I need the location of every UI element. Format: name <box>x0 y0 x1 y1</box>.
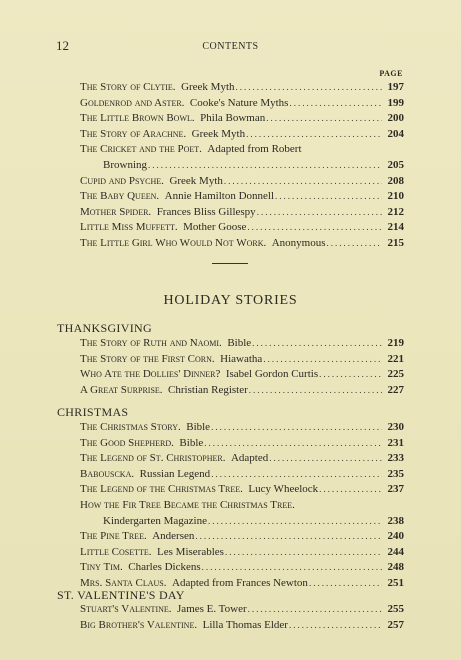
toc-entry <box>80 336 404 352</box>
toc-entry <box>80 352 404 368</box>
section-divider <box>212 263 248 264</box>
toc-entry <box>80 96 404 112</box>
entry-source: Isabel Gordon Curtis <box>220 368 319 381</box>
entry-page-number: 233 <box>387 452 404 465</box>
toc-entry <box>80 236 404 252</box>
dot-leader <box>235 80 382 96</box>
entry-title: Babouscka. <box>80 467 135 480</box>
entry-page-number: 255 <box>387 603 404 615</box>
entry-title: The Legend of St. Christopher. <box>80 452 226 465</box>
toc-entry <box>80 618 404 634</box>
entry-title: The Little Brown Bowl. <box>80 112 195 125</box>
group-heading-valentine: ST. VALENTINE'S DAY <box>57 588 185 602</box>
dot-leader <box>256 205 382 221</box>
entry-title: How the Fir Tree Became the Christmas Tree. <box>80 498 295 511</box>
running-title: CONTENTS <box>202 41 259 52</box>
dot-leader <box>224 545 382 561</box>
entry-title: The Story of Clytie. <box>80 81 176 93</box>
entry-page-number: 231 <box>387 436 404 449</box>
entry-source: Lucy Wheelock <box>242 483 319 496</box>
group-heading-christmas: CHRISTMAS <box>57 405 129 419</box>
dot-leader <box>210 420 382 436</box>
entry-source: Annie Hamilton Donnell <box>159 190 275 203</box>
entry-source: Greek Myth <box>186 127 246 140</box>
toc-entry <box>80 220 404 236</box>
entry-source: Bible <box>221 337 252 349</box>
entry-title: Who Ate the Dollies' Dinner? <box>80 368 221 381</box>
dot-leader <box>248 383 382 399</box>
entry-source: Bible <box>173 436 204 449</box>
entry-page-number: 208 <box>387 174 404 187</box>
dot-leader <box>246 220 382 236</box>
entry-page-number: 200 <box>387 112 404 125</box>
entry-page-number: 219 <box>387 337 404 349</box>
toc-entry <box>80 420 404 436</box>
toc-entry <box>80 451 404 467</box>
entry-page-number: 199 <box>387 96 404 109</box>
toc-group-thanksgiving <box>80 336 404 398</box>
dot-leader <box>201 560 382 576</box>
entry-source: Kindergarten Magazine <box>103 514 207 527</box>
toc-group-valentine <box>80 602 404 633</box>
entry-page-number: 227 <box>387 383 404 396</box>
dot-leader <box>288 618 382 634</box>
entry-page-number: 235 <box>387 467 404 480</box>
dot-leader <box>318 367 382 383</box>
entry-source: Russian Legend <box>134 467 211 480</box>
section-title: HOLIDAY STORIES <box>163 293 298 308</box>
entry-source: Charles Dickens <box>122 561 201 574</box>
entry-page-number: 197 <box>387 81 404 93</box>
toc-entry <box>80 80 404 96</box>
toc-entry <box>80 189 404 205</box>
entry-source: Adapted from Frances Newton <box>166 576 308 589</box>
toc-group-nature <box>80 80 404 252</box>
entry-title: Goldenrod and Aster. <box>80 96 185 109</box>
toc-entry <box>80 436 404 452</box>
toc-group-christmas <box>80 420 404 592</box>
entry-page-number: 221 <box>387 352 404 365</box>
entry-page-number: 210 <box>387 190 404 203</box>
entry-title: The Legend of the Christmas Tree. <box>80 483 243 496</box>
dot-leader <box>268 451 382 467</box>
entry-page-number: 225 <box>387 368 404 381</box>
toc-entry <box>80 127 404 143</box>
entry-title: The Story of Arachne. <box>80 127 187 140</box>
toc-entry <box>80 467 404 483</box>
toc-entry <box>80 498 404 514</box>
dot-leader <box>265 111 382 127</box>
entry-source: Cooke's Nature Myths <box>184 96 289 109</box>
dot-leader <box>251 336 382 352</box>
dot-leader <box>245 127 382 143</box>
dot-leader <box>147 158 382 174</box>
entry-page-number: 244 <box>387 545 404 558</box>
entry-source: Mother Goose <box>177 221 247 234</box>
entry-title: Stuart's Valentine. <box>80 603 172 615</box>
dot-leader <box>274 189 382 205</box>
entry-page-number: 240 <box>387 530 404 543</box>
toc-entry <box>80 367 404 383</box>
entry-source: Greek Myth <box>175 81 235 93</box>
entry-title: The Baby Queen. <box>80 190 160 203</box>
toc-entry <box>80 560 404 576</box>
toc-entry <box>80 602 404 618</box>
dot-leader <box>210 467 382 483</box>
entry-source: Lilla Thomas Elder <box>197 618 288 631</box>
dot-leader <box>207 514 382 530</box>
toc-entry <box>80 545 404 561</box>
entry-source: Adapted from Robert <box>201 143 302 156</box>
page-header <box>0 38 461 54</box>
toc-entry <box>80 205 404 221</box>
entry-source: Phila Bowman <box>194 112 266 125</box>
entry-source: Andersen <box>146 530 195 543</box>
group-heading-thanksgiving: THANKSGIVING <box>57 321 152 335</box>
entry-title: The Cricket and the Poet. <box>80 143 202 156</box>
dot-leader <box>308 576 382 592</box>
entry-title: The Good Shepherd. <box>80 436 174 449</box>
page-number: 12 <box>56 38 69 53</box>
entry-source: Anonymous <box>266 236 326 249</box>
toc-entry <box>80 482 404 498</box>
dot-leader <box>203 436 382 452</box>
entry-title: Big Brother's Valentine. <box>80 618 198 631</box>
toc-entry <box>80 383 404 399</box>
toc-entry <box>80 174 404 190</box>
entry-source: Greek Myth <box>163 174 223 187</box>
toc-entry <box>80 158 404 174</box>
toc-entry <box>80 111 404 127</box>
entry-source: Bible <box>180 421 211 433</box>
entry-page-number: 215 <box>387 236 404 249</box>
entry-source: James E. Tower <box>171 603 247 615</box>
entry-title: The Pine Tree. <box>80 530 147 543</box>
toc-entry <box>80 142 404 158</box>
entry-title: The Story of Ruth and Naomi. <box>80 337 222 349</box>
entry-source: Browning <box>103 158 147 171</box>
entry-title: Mrs. Santa Claus. <box>80 576 167 589</box>
entry-page-number: 248 <box>387 561 404 574</box>
entry-source: Hiawatha <box>214 352 263 365</box>
entry-page-number: 257 <box>387 618 404 631</box>
entry-source: Frances Bliss Gillespy <box>151 205 256 218</box>
dot-leader <box>326 236 383 252</box>
page-column-label: PAGE <box>379 69 403 78</box>
entry-source: Christian Register <box>162 383 248 396</box>
toc-entry <box>80 529 404 545</box>
entry-title: Mother Spider. <box>80 205 152 218</box>
entry-page-number: 237 <box>387 483 404 496</box>
dot-leader <box>288 96 382 112</box>
entry-title: Little Cosette. <box>80 545 152 558</box>
dot-leader <box>194 529 382 545</box>
entry-page-number: 205 <box>387 158 404 171</box>
dot-leader <box>262 352 382 368</box>
entry-title: Tiny Tim. <box>80 561 123 574</box>
entry-title: The Christmas Story. <box>80 421 181 433</box>
entry-title: Little Miss Muffett. <box>80 221 178 234</box>
dot-leader <box>247 602 382 618</box>
entry-page-number: 214 <box>387 221 404 234</box>
entry-page-number: 230 <box>387 421 404 433</box>
entry-title: A Great Surprise. <box>80 383 163 396</box>
entry-title: Cupid and Psyche. <box>80 174 164 187</box>
entry-page-number: 238 <box>387 514 404 527</box>
entry-source: Adapted <box>225 452 269 465</box>
entry-title: The Story of the First Corn. <box>80 352 215 365</box>
entry-source: Les Miserables <box>151 545 224 558</box>
entry-title: The Little Girl Who Would Not Work. <box>80 236 267 249</box>
entry-page-number: 251 <box>387 576 404 589</box>
dot-leader <box>318 482 382 498</box>
entry-page-number: 204 <box>387 127 404 140</box>
toc-entry <box>80 514 404 530</box>
entry-page-number: 212 <box>387 205 404 218</box>
dot-leader <box>223 174 382 190</box>
